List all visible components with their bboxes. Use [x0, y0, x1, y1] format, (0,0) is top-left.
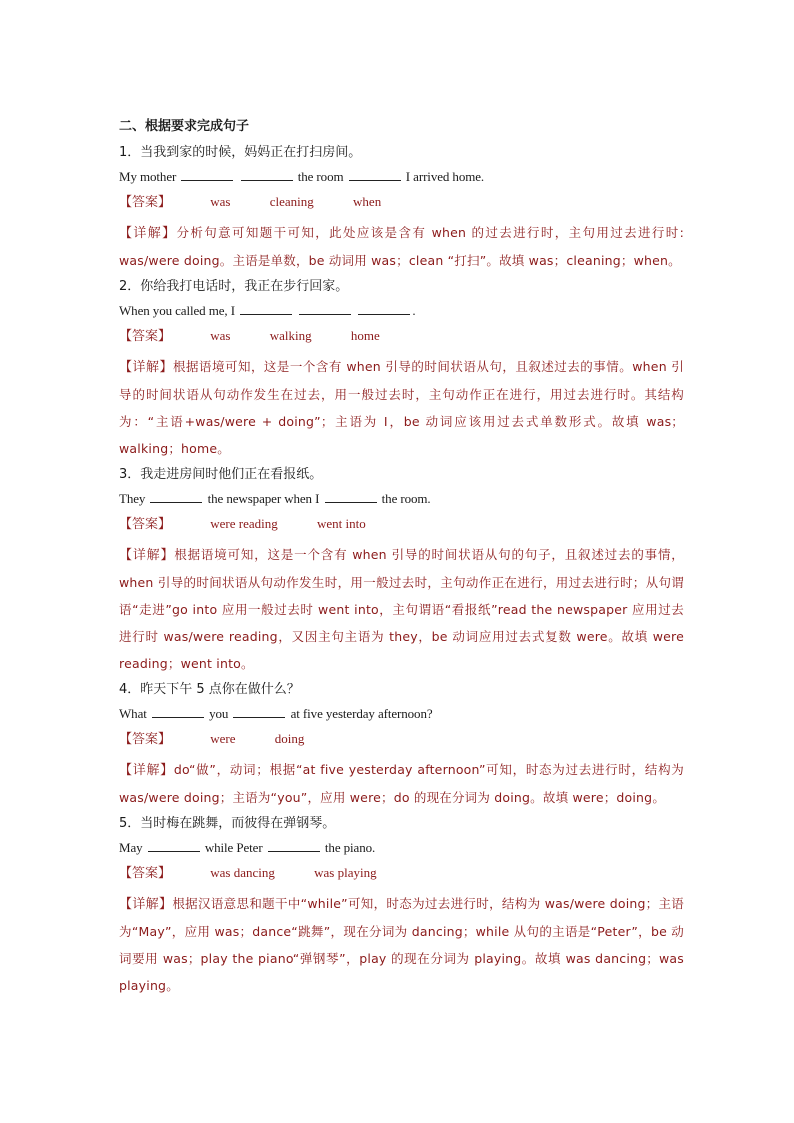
answer-value: when — [353, 194, 382, 209]
answer-value: doing — [274, 731, 305, 746]
detail-explanation — [119, 219, 684, 274]
question-2 — [119, 278, 684, 462]
question-title: 5．当时梅在跳舞，而彼得在弹钢琴。 — [119, 816, 336, 831]
detail-tag: 【详解】 — [119, 548, 175, 563]
answer-value: was dancing — [210, 865, 275, 880]
detail-tag: 【详解】 — [119, 897, 173, 912]
answer-line — [119, 515, 684, 534]
worksheet-page — [119, 118, 684, 1001]
detail-text: 根据语境可知，这是一个含有 when 引导的时间状语从句，且叙述过去的事情。when 引导的时间状语从句动作发生在过去，用一般过去时，主句动作正在进行，用过去进行时。其结构为：“主语+was/were + doing”；主语为 I，be 动词应该用过去式单数形式。故填 was；walking；home。 — [119, 359, 684, 456]
english-sentence: What you at five yesterday afternoon? — [119, 706, 433, 721]
question-5 — [119, 815, 684, 999]
answer-tag: 【答案】 — [119, 732, 172, 747]
question-title: 4．昨天下午 5 点你在做什么？ — [119, 682, 300, 697]
answer-value: was playing — [314, 865, 377, 880]
answer-tag: 【答案】 — [119, 195, 172, 210]
answer-value: went into — [317, 516, 366, 531]
detail-text: 根据语境可知，这是一个含有 when 引导的时间状语从句的句子，且叙述过去的事情，when 引导的时间状语从句动作发生时，用一般过去时，主句动作正在进行，用过去进行时；从句谓语“走进”go into 应用一般过去时 went into，主句谓语“看报纸”read the newspaper 应用过去进行时 was/were reading，又因主句主语为 they，be 动词应用过去式复数 were。故填 were reading；went into。 — [119, 547, 684, 671]
answer-blank[interactable] — [349, 168, 401, 181]
english-sentence: My mother the room I arrived home. — [119, 169, 485, 184]
answer-value: was — [210, 328, 231, 343]
detail-text: do“做”，动词；根据“at five yesterday afternoon”可知，时态为过去进行时，结构为 was/were doing；主语为“you”，应用 were；do 的现在分词为 doing。故填 were；doing。 — [119, 762, 684, 805]
question-4 — [119, 681, 684, 811]
answer-line — [119, 864, 684, 883]
question-title: 2．你给我打电话时，我正在步行回家。 — [119, 279, 349, 294]
detail-explanation — [119, 541, 684, 677]
answer-blank[interactable] — [268, 839, 320, 852]
answer-value: home — [350, 328, 380, 343]
question-title: 1．当我到家的时候，妈妈正在打扫房间。 — [119, 145, 362, 160]
answer-blank[interactable] — [240, 302, 292, 315]
detail-tag: 【详解】 — [119, 763, 174, 778]
answer-blank[interactable] — [325, 490, 377, 503]
answer-value: were reading — [210, 516, 278, 531]
answer-line — [119, 327, 684, 346]
answer-value: cleaning — [269, 194, 314, 209]
section-title: 二、根据要求完成句子 — [119, 119, 250, 134]
answer-tag: 【答案】 — [119, 329, 172, 344]
detail-tag: 【详解】 — [119, 226, 177, 241]
detail-explanation — [119, 890, 684, 999]
question-3 — [119, 466, 684, 677]
answer-value: were — [210, 731, 236, 746]
answer-line — [119, 730, 684, 749]
answer-blank[interactable] — [358, 302, 410, 315]
detail-explanation — [119, 756, 684, 811]
english-sentence: They the newspaper when I the room. — [119, 491, 431, 506]
detail-text: 根据汉语意思和题干中“while”可知，时态为过去进行时，结构为 was/were doing；主语为“May”，应用 was；dance“跳舞”，现在分词为 dancing；while 从句的主语是“Peter”，be 动词要用 was；play the piano“弹钢琴”，play 的现在分词为 playing。故填 was dancing；was playing。 — [119, 896, 684, 993]
answer-blank[interactable] — [233, 705, 285, 718]
answer-tag: 【答案】 — [119, 866, 172, 881]
question-title: 3．我走进房间时他们正在看报纸。 — [119, 467, 323, 482]
english-sentence: May while Peter the piano. — [119, 840, 376, 855]
answer-value: walking — [269, 328, 312, 343]
answer-line — [119, 193, 684, 212]
answer-blank[interactable] — [181, 168, 233, 181]
english-sentence: When you called me, I . — [119, 303, 416, 318]
answer-tag: 【答案】 — [119, 517, 172, 532]
question-1 — [119, 144, 684, 274]
detail-tag: 【详解】 — [119, 360, 173, 375]
answer-blank[interactable] — [150, 490, 202, 503]
detail-explanation — [119, 353, 684, 462]
answer-blank[interactable] — [152, 705, 204, 718]
answer-blank[interactable] — [299, 302, 351, 315]
answer-blank[interactable] — [241, 168, 293, 181]
detail-text: 分析句意可知题干可知，此处应该是含有 when 的过去进行时，主句用过去进行时: was/were doing。主语是单数，be 动词用 was；clean “打扫”。故填 was；cleaning；when。 — [119, 225, 684, 268]
answer-blank[interactable] — [148, 839, 200, 852]
answer-value: was — [210, 194, 231, 209]
